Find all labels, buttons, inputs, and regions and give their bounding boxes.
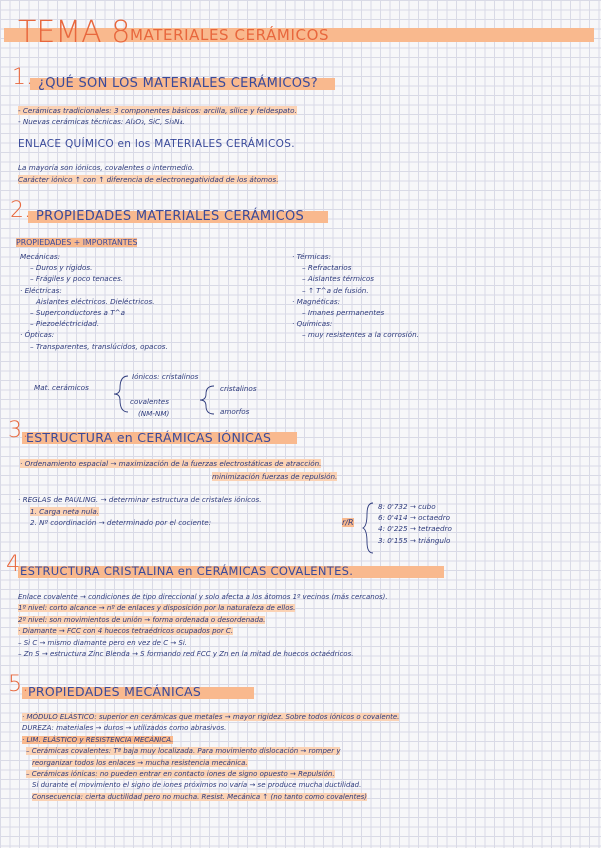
s4-line: 2º nivel: son movimientos de unión → forma ordenada o desordenada.: [18, 615, 266, 624]
prop-right-item: · Térmicas:: [292, 252, 331, 261]
pauling-rule: 2. Nº coordinación → determinado por el cociente:: [30, 518, 212, 527]
pauling-rule: 1. Carga neta nula.: [30, 507, 100, 516]
s1-number: 1.: [12, 65, 33, 90]
s5-line: Si durante el movimiento el signo de iones próximos no varía → se produce mucha ductilidad.: [32, 781, 362, 790]
s1-line: - Cerámicas tradicionales: 3 componentes básicos: arcilla, sílice y feldespato.: [18, 106, 297, 115]
props-left: [20, 251, 168, 352]
props-right: [292, 251, 419, 341]
tema-label: TEMA 8: [18, 15, 131, 50]
prop-right-item: · Químicas:: [292, 319, 333, 329]
coord-item: 8: 0'732 → cubo: [378, 502, 436, 511]
pauling-line: · REGLAS de PAULING. → determinar estructura de cristales iónicos.: [18, 495, 262, 504]
s5-line: reorganizar todos los enlaces → mucha resistencia mecánica.: [32, 758, 248, 767]
s5-title: PROPIEDADES MECÁNICAS: [28, 684, 202, 699]
page-title: MATERIALES CERÁMICOS: [130, 26, 330, 44]
s5-line: · MÓDULO ELÁSTICO: superior en cerámicas que metales → mayor rigidez. Sobre todos iónicos o covalente.: [22, 713, 400, 721]
s4-line: Enlace covalente → condiciones de tipo direccional y solo afecta a los átomos 1º vecinos (más cercanos).: [18, 593, 388, 601]
s5-number: 5.: [8, 672, 29, 697]
s5-line: Consecuencia: cierta ductilidad pero no mucha. Resist. Mecánica ↑ (no tanto como covalentes): [32, 792, 368, 801]
ratio-label: r/R: [342, 518, 354, 527]
tree-covalentes: covalentes: [130, 397, 169, 406]
prop-right-item: – ↑ T^a de fusión.: [302, 285, 369, 295]
prop-left-item: – Transparentes, translúcidos, opacos.: [30, 341, 168, 351]
s3-number: 3.: [8, 418, 29, 443]
coord-brace: [362, 500, 376, 556]
prop-right-item: – Imanes permanentes: [302, 308, 385, 318]
s4-line: 1º nivel: corto alcance → nº de enlaces y disposición por la naturaleza de ellos.: [18, 604, 296, 613]
prop-left-item: – Frágiles y poco tenaces.: [30, 274, 124, 284]
prop-left-item: – Duros y rígidos.: [30, 263, 93, 273]
tree-ionicos: Iónicos: cristalinos: [132, 372, 199, 381]
s3-title: ESTRUCTURA en CERÁMICAS IÓNICAS: [26, 430, 272, 445]
s2-title: PROPIEDADES MATERIALES CERÁMICOS: [36, 209, 305, 224]
s4-line: – Zn S → estructura Zinc Blenda → S formando red FCC y Zn en la mitad de huecos octaédricos.: [18, 650, 354, 659]
s4-lines: [18, 592, 388, 660]
coord-list: [378, 501, 452, 546]
s2-number: 2.: [10, 198, 31, 223]
s1-line: - Nuevas cerámicas técnicas: Al₂O₃, SiC, Si₃N₄.: [18, 117, 185, 126]
prop-left-item: Aislantes eléctricos. Dieléctricos.: [36, 296, 155, 306]
s1-title: ¿QUÉ SON LOS MATERIALES CERÁMICOS?: [38, 76, 318, 91]
s2-subtitle: PROPIEDADES + IMPORTANTES: [16, 238, 138, 247]
prop-right-item: – Refractarios: [302, 263, 352, 273]
tree-amorfos: amorfos: [220, 407, 250, 416]
s5-line: · LIM. ELÁSTICO y RESISTENCIA MECÁNICA.: [22, 735, 174, 744]
prop-right-item: · Magnéticas:: [292, 296, 341, 306]
s3-line: minimización fuerzas de repulsión.: [212, 472, 338, 481]
s4-title: ESTRUCTURA CRISTALINA en CERÁMICAS COVALENTES.: [20, 564, 354, 578]
prop-right-item: – muy resistentes a la corrosión.: [302, 330, 419, 340]
s3-line: · Ordenamiento espacial → maximización de la fuerzas electrostáticas de atracción.: [20, 459, 322, 468]
s4-line: · Diamante → FCC con 4 huecos tetraédricos ocupados por C.: [18, 627, 234, 636]
enlace-line: La mayoría son iónicos, covalentes o intermedio.: [18, 163, 195, 172]
s5-lines: [22, 712, 399, 803]
s4-number: 4.: [6, 552, 27, 577]
enlace-line: Carácter iónico ↑ con ↑ diferencia de electronegatividad de los átomos.: [18, 175, 279, 184]
prop-left-item: – Piezoeléctricidad.: [30, 319, 100, 329]
s5-line: DUREZA: materiales → duros → utilizados como abrasivos.: [22, 724, 227, 733]
tree-root: Mat. cerámicos: [34, 383, 89, 392]
enlace-title: ENLACE QUÍMICO en los MATERIALES CERÁMICOS.: [18, 138, 295, 150]
tree-cristalinos: cristalinos: [220, 384, 257, 393]
s5-line: – Cerámicas covalentes: Tª baja muy localizada. Para movimiento dislocación → romper y: [26, 747, 341, 756]
s4-line: – Si C → mismo diamante pero en vez de C → Si.: [18, 638, 188, 647]
prop-right-item: – Aislantes térmicos: [302, 274, 375, 284]
coord-item: 6: 0'414 → octaedro: [378, 513, 451, 523]
coord-item: 3: 0'155 → triángulo: [378, 535, 451, 545]
prop-left-item: · Ópticas:: [20, 330, 55, 340]
coord-item: 4: 0'225 → tetraedro: [378, 524, 452, 534]
prop-left-item: · Eléctricas:: [20, 285, 62, 295]
tree-nmnm: (NM-NM): [138, 409, 170, 418]
prop-left-item: Mecánicas:: [20, 252, 61, 261]
prop-left-item: – Superconductores a T^a: [30, 308, 126, 318]
s5-line: – Cerámicas iónicas: no pueden entrar en contacto iones de signo opuesto → Repulsión.: [26, 770, 335, 779]
